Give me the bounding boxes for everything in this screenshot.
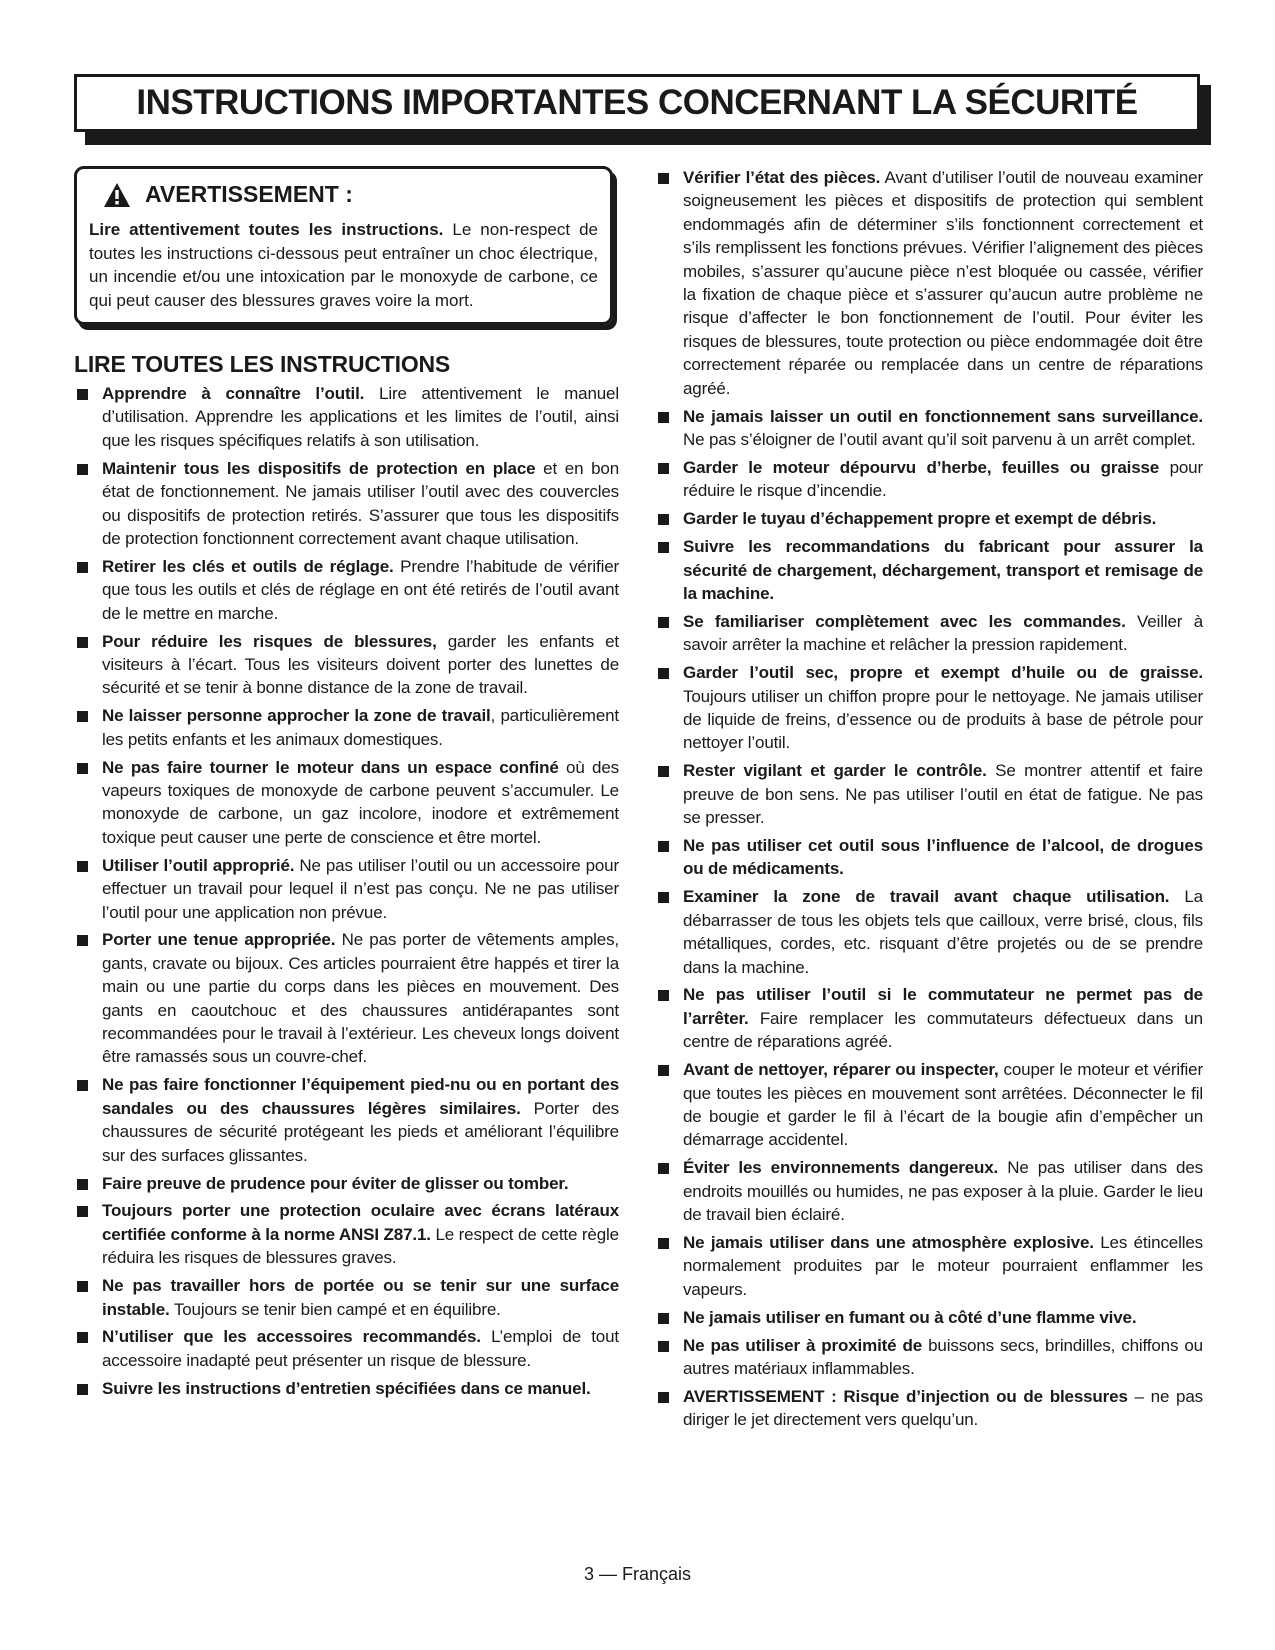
item-body-text: Les étincelles normalement produites par le moteur pourraient enflammer les vapeurs. bbox=[683, 1232, 1203, 1299]
list-item bbox=[655, 456, 1203, 503]
square-bullet-icon bbox=[77, 763, 88, 774]
item-bold-text: Ne pas travailler hors de portée ou se tenir sur une surface instable. bbox=[102, 1276, 619, 1319]
item-bold-text: Vérifier l’état des pièces. bbox=[683, 168, 881, 187]
list-item bbox=[655, 507, 1203, 530]
square-bullet-icon bbox=[658, 463, 669, 474]
list-item bbox=[655, 166, 1203, 400]
square-bullet-icon bbox=[77, 1080, 88, 1091]
item-body-text: Avant d’utiliser l’outil de nouveau examiner soigneusement les pièces et dispositifs de protection qui semblent endommagés afin de déterminer s’ils fonctionnent correctement et s’ils remplissent les fonctions prévues. Vérifier l’alignement des pièces mobiles, s’assurer qu’aucune pièce n’est bloquée ou cassée, vérifier la fixation de chaque pièce et s’assurer qu’aucun autre problème ne risque d’affecter le bon fonctionnement de l’outil. Pour éviter les risques de blessures, toute protection ou pièce endommagée doit être correctement réparée ou remplacée dans un centre de réparations agréé. bbox=[683, 168, 1204, 398]
warning-box bbox=[74, 166, 613, 325]
item-bold-text: Suivre les recommandations du fabricant pour assurer la sécurité de chargement, déchargement, transport et remisage de la machine. bbox=[683, 537, 1203, 603]
item-body-text: Se montrer attentif et faire preuve de bon sens. Ne pas utiliser l’outil en état de fatigue. Ne pas se presser. bbox=[683, 761, 1203, 828]
list-item bbox=[74, 1377, 619, 1400]
item-body-text: Faire remplacer les commutateurs défectueux dans un centre de réparations agréé. bbox=[683, 1008, 1203, 1052]
square-bullet-icon bbox=[77, 711, 88, 722]
item-bold-text: Porter une tenue appropriée. bbox=[102, 930, 336, 950]
list-item bbox=[74, 382, 619, 452]
square-bullet-icon bbox=[658, 990, 669, 1001]
page-footer: 3 — Français bbox=[583, 1564, 692, 1584]
right-instruction-list bbox=[655, 166, 1203, 1432]
item-body-text: – ne pas diriger le jet directement vers quelqu’un. bbox=[683, 1386, 1204, 1430]
list-item bbox=[655, 1058, 1203, 1152]
square-bullet-icon bbox=[77, 1332, 88, 1343]
square-bullet-icon bbox=[658, 617, 669, 628]
item-bold-text: Ne pas faire fonctionner l’équipement pied-nu ou en portant des sandales ou des chaussures légères similaires. bbox=[102, 1075, 619, 1118]
square-bullet-icon bbox=[77, 464, 88, 475]
item-body-text: où des vapeurs toxiques de monoxyde de carbone peuvent s’accumuler. Le monoxyde de carbone, un gaz incolore, inodore et extrêmement toxique peut causer une perte de conscience et être mortel. bbox=[102, 757, 619, 847]
square-bullet-icon bbox=[658, 668, 669, 679]
item-bold-text: N’utiliser que les accessoires recommandés. bbox=[102, 1327, 481, 1347]
item-bold-text: Ne pas utiliser cet outil sous l’influence de l’alcool, de drogues ou de médicaments. bbox=[683, 835, 1203, 879]
list-item bbox=[655, 1334, 1203, 1381]
list-item bbox=[74, 1199, 619, 1269]
item-body-text: Lire attentivement le manuel d’utilisation. Apprendre les applications et les limites de l’outil, ainsi que les risques spécifiques relatifs à son utilisation. bbox=[102, 384, 619, 450]
item-bold-text: Éviter les environnements dangereux. bbox=[683, 1158, 999, 1178]
list-item bbox=[74, 756, 619, 850]
list-item bbox=[74, 457, 619, 551]
item-body-text: couper le moteur et vérifier que toutes les pièces en mouvement sont arrêtées. Déconnecter le fil de bougie et garder le fil à l’écart de la bougie afin d’empêcher un démarrage accidentel. bbox=[683, 1060, 1203, 1150]
item-body-text: , particulièrement les petits enfants et les animaux domestiques. bbox=[102, 706, 619, 749]
item-bold-text: Garder l’outil sec, propre et exempt d’huile ou de graisse. bbox=[683, 663, 1203, 683]
item-bold-text: Utiliser l’outil approprié. bbox=[102, 855, 295, 875]
list-item bbox=[655, 535, 1203, 605]
square-bullet-icon bbox=[658, 766, 669, 777]
item-bold-text: Avant de nettoyer, réparer ou inspecter, bbox=[683, 1060, 999, 1080]
warning-triangle-icon bbox=[103, 182, 131, 208]
item-body-text: La débarrasser de tous les objets tels que cailloux, verre brisé, clous, fils métalliques, cordes, etc. risquant d’être projetés ou de se prendre dans la machine. bbox=[683, 887, 1203, 977]
item-body-text: Porter des chaussures de sécurité protégeant les pieds et améliorant l’équilibre sur des surfaces glissantes. bbox=[102, 1098, 620, 1165]
item-bold-text: Ne pas utiliser à proximité de bbox=[683, 1335, 923, 1355]
square-bullet-icon bbox=[658, 1341, 669, 1352]
item-body-text: buissons secs, brindilles, chiffons ou autres matériaux inflammables. bbox=[683, 1335, 1203, 1378]
item-body-text: Toujours se tenir bien campé et en équilibre. bbox=[169, 1299, 501, 1319]
item-body-text: pour réduire le risque d’incendie. bbox=[683, 457, 1204, 501]
item-bold-text: Garder le moteur dépourvu d’herbe, feuilles ou graisse bbox=[683, 457, 1160, 477]
list-item bbox=[74, 704, 619, 751]
square-bullet-icon bbox=[658, 1065, 669, 1076]
list-item bbox=[74, 630, 619, 700]
item-body-text: Toujours utiliser un chiffon propre pour le nettoyage. Ne jamais utiliser de liquide de freins, d’essence ou de produits à base de pétrole pour nettoyer l’outil. bbox=[683, 686, 1203, 753]
list-item bbox=[655, 983, 1203, 1053]
item-bold-text: Examiner la zone de travail avant chaque utilisation. bbox=[683, 887, 1170, 907]
left-column bbox=[74, 166, 619, 1405]
right-column bbox=[655, 166, 1203, 1436]
list-item bbox=[74, 854, 619, 924]
square-bullet-icon bbox=[658, 1392, 669, 1403]
square-bullet-icon bbox=[77, 389, 88, 400]
item-bold-text: AVERTISSEMENT : Risque d’injection ou de blessures bbox=[683, 1386, 1128, 1406]
title-box bbox=[74, 74, 1200, 132]
square-bullet-icon bbox=[658, 412, 669, 423]
square-bullet-icon bbox=[658, 514, 669, 525]
list-item bbox=[655, 610, 1203, 657]
item-bold-text: Apprendre à connaître l’outil. bbox=[102, 384, 365, 403]
item-body-text: Ne pas utiliser l’outil ou un accessoire pour effectuer un travail pour lequel il n’est pas conçu. Ne ne pas utiliser l’outil pour une application non prévue. bbox=[102, 855, 619, 922]
page-title: INSTRUCTIONS IMPORTANTES CONCERNANT LA SÉCURITÉ bbox=[136, 83, 1138, 122]
list-item bbox=[74, 928, 619, 1068]
list-item bbox=[74, 1172, 619, 1195]
square-bullet-icon bbox=[77, 861, 88, 872]
item-body-text: Prendre l’habitude de vérifier que tous les outils et clés de réglage en ont été retirés de l’outil avant de le mettre en marche. bbox=[102, 556, 620, 623]
left-instruction-list bbox=[74, 382, 619, 1400]
list-item bbox=[655, 759, 1203, 829]
square-bullet-icon bbox=[658, 1313, 669, 1324]
item-body-text: Ne pas s’éloigner de l’outil avant qu’il soit parvenu à un arrêt complet. bbox=[683, 429, 1196, 449]
item-bold-text: Toujours porter une protection oculaire avec écrans latéraux certifiée conforme à la norme ANSI Z87.1. bbox=[102, 1201, 619, 1244]
list-item bbox=[655, 405, 1203, 452]
item-bold-text: Ne pas faire tourner le moteur dans un espace confiné bbox=[102, 757, 559, 777]
item-body-text: Ne pas utiliser dans des endroits mouillés ou humides, ne pas exposer à la pluie. Garder le lieu de travail bien éclairé. bbox=[683, 1158, 1204, 1225]
square-bullet-icon bbox=[658, 1163, 669, 1174]
square-bullet-icon bbox=[77, 1281, 88, 1292]
item-bold-text: Ne jamais utiliser dans une atmosphère explosive. bbox=[683, 1232, 1094, 1252]
item-bold-text: Faire preuve de prudence pour éviter de glisser ou tomber. bbox=[102, 1173, 569, 1193]
list-item bbox=[655, 1306, 1203, 1329]
list-item bbox=[74, 1325, 619, 1372]
item-bold-text: Suivre les instructions d’entretien spécifiées dans ce manuel. bbox=[102, 1378, 591, 1398]
list-item bbox=[74, 1073, 619, 1167]
square-bullet-icon bbox=[658, 892, 669, 903]
square-bullet-icon bbox=[77, 1206, 88, 1217]
warning-heading: AVERTISSEMENT : bbox=[145, 181, 353, 207]
square-bullet-icon bbox=[77, 1384, 88, 1395]
square-bullet-icon bbox=[658, 841, 669, 852]
square-bullet-icon bbox=[77, 1179, 88, 1190]
item-bold-text: Ne laisser personne approcher la zone de travail bbox=[102, 706, 491, 726]
list-item bbox=[74, 1274, 619, 1321]
item-body-text: L’emploi de tout accessoire inadapté peut présenter un risque de blessure. bbox=[102, 1327, 619, 1370]
square-bullet-icon bbox=[658, 173, 669, 184]
warning-body: Le non-respect de toutes les instructions ci-dessous peut entraîner un choc électrique, un incendie et/ou une intoxication par le monoxyde de carbone, ce qui peut causer des blessures graves voire la mort. bbox=[89, 220, 598, 310]
list-item bbox=[655, 834, 1203, 881]
square-bullet-icon bbox=[658, 542, 669, 553]
item-bold-text: Ne pas utiliser l’outil si le commutateur ne permet pas de l’arrêter. bbox=[683, 985, 1203, 1028]
warning-text bbox=[89, 218, 598, 312]
item-bold-text: Maintenir tous les dispositifs de protection en place bbox=[102, 458, 536, 478]
section-heading: LIRE TOUTES LES INSTRUCTIONS bbox=[74, 351, 451, 377]
square-bullet-icon bbox=[77, 637, 88, 648]
item-bold-text: Se familiariser complètement avec les commandes. bbox=[683, 611, 1126, 631]
item-bold-text: Pour réduire les risques de blessures, bbox=[102, 631, 437, 651]
list-item bbox=[655, 1231, 1203, 1301]
item-bold-text: Rester vigilant et garder le contrôle. bbox=[683, 761, 987, 781]
square-bullet-icon bbox=[77, 562, 88, 573]
item-body-text: Le respect de cette règle réduira les risques de blessures graves. bbox=[102, 1224, 619, 1268]
list-item bbox=[655, 661, 1203, 755]
item-bold-text: Garder le tuyau d’échappement propre et exempt de débris. bbox=[683, 509, 1157, 529]
item-body-text: Veiller à savoir arrêter la machine et relâcher la pression rapidement. bbox=[683, 611, 1203, 655]
square-bullet-icon bbox=[77, 935, 88, 946]
item-bold-text: Retirer les clés et outils de réglage. bbox=[102, 556, 394, 576]
item-body-text: et en bon état de fonctionnement. Ne jamais utiliser l’outil avec des couvercles ou dispositifs de protection retirés. S’assurer que tous les dispositifs de protection fonctionnent correctement avant chaque utilisation. bbox=[102, 458, 619, 548]
warning-bold: Lire attentivement toutes les instructions. bbox=[89, 220, 444, 239]
item-bold-text: Ne jamais utiliser en fumant ou à côté d’une flamme vive. bbox=[683, 1307, 1137, 1327]
item-body-text: garder les enfants et visiteurs à l’écart. Tous les visiteurs doivent porter des lunettes de sécurité et se tenir à bonne distance de la zone de travail. bbox=[102, 631, 619, 698]
list-item bbox=[74, 555, 619, 625]
list-item bbox=[655, 1385, 1203, 1432]
title-banner bbox=[74, 74, 1200, 138]
list-item bbox=[655, 1156, 1203, 1226]
warning-header bbox=[89, 181, 598, 208]
item-bold-text: Ne jamais laisser un outil en fonctionnement sans surveillance. bbox=[683, 406, 1203, 426]
list-item bbox=[655, 885, 1203, 979]
square-bullet-icon bbox=[658, 1238, 669, 1249]
item-body-text: Ne pas porter de vêtements amples, gants, cravate ou bijoux. Ces articles pourraient être happés et tirer la main ou une partie du corps dans les pièces en mouvement. Des gants en caoutchouc et des chaussures antidérapantes sont recommandées pour le travail à l’extérieur. Les cheveux longs doivent être ramassés sous un couvre-chef. bbox=[102, 930, 620, 1067]
